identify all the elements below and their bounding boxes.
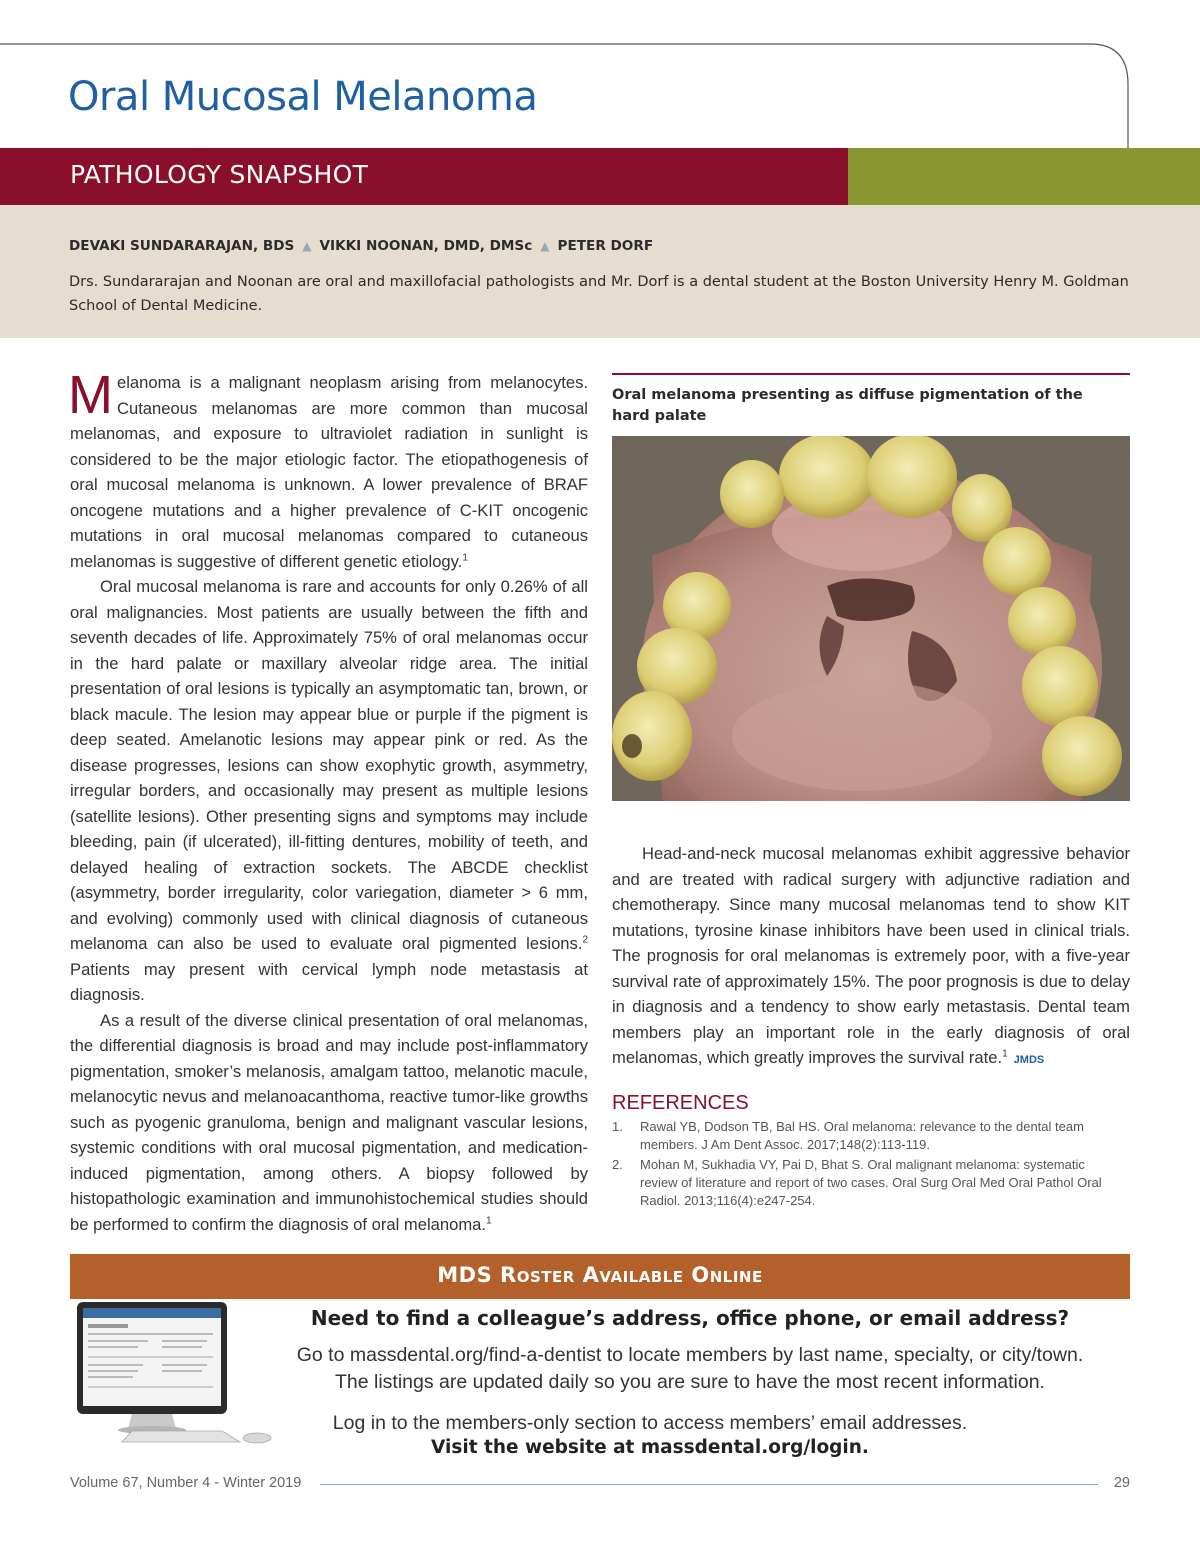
- paragraph: [70, 574, 588, 1008]
- clinical-photo: [612, 436, 1130, 801]
- drop-cap: M: [68, 365, 113, 425]
- promo-banner-title: MDS Roster Available Online: [437, 1263, 763, 1287]
- article-body-left: [68, 365, 588, 1237]
- reference-text: Mohan M, Sukhadia VY, Pai D, Bhat S. Oral malignant melanoma: systematic review of literature and report of two cases. Oral Surg Oral Med Oral Pathol Oral Radiol. 2013;116(4):e247-254.: [640, 1157, 1102, 1208]
- citation: 1: [485, 1214, 492, 1226]
- reference-text: Rawal YB, Dodson TB, Bal HS. Oral melanoma: relevance to the dental team members. J Am Dent Assoc. 2017;148(2):113-119.: [640, 1119, 1084, 1152]
- reference-number: 1.: [612, 1119, 623, 1134]
- reference-item: [612, 1156, 1112, 1210]
- paragraph-text: As a result of the diverse clinical presentation of oral melanomas, the differential diagnosis is broad and may include post-inflammatory pigmentation, smoker’s melanosis, amalgam tattoo, melanotic macule, melanocytic nevus and melanoacanthoma, reactive tumor-like growths such as pyogenic granuloma, benign and malignant vascular lesions, systemic conditions with oral mucosal pigmentation, and medication-induced pigmentation, among others. A biopsy followed by histopathologic examination and immunohistochemical studies should be performed to confirm the diagnosis of oral melanoma.: [70, 1010, 588, 1234]
- figure-rule: [612, 373, 1130, 375]
- paragraph-text: elanoma is a malignant neoplasm arising from melanocytes. Cutaneous melanomas are more common than mucosal melanomas, and exposure to ultraviolet radiation in sunlight is considered to be the major etiologic factor. The etiopathogenesis of oral mucosal melanoma is unknown. A lower prevalence of BRAF oncogene mutations and a higher prevalence of C-KIT oncogenic mutations in oral mucosal melanomas compared to cutaneous melanomas is suggestive of different genetic etiology.: [70, 373, 588, 571]
- citation: 2: [582, 934, 588, 946]
- author-name: DEVAKI SUNDARARAJAN, BDS: [69, 238, 295, 254]
- paragraph: [612, 841, 1130, 1074]
- paragraph: [68, 365, 588, 574]
- paragraph: [70, 1008, 588, 1238]
- author-affiliation: Drs. Sundararajan and Noonan are oral and maxillofacial pathologists and Mr. Dorf is a dental student at the Boston University Henry M. Goldman School of Dental Medicine.: [69, 274, 1129, 314]
- end-mark: JMDS: [1013, 1054, 1045, 1066]
- paragraph-text: Patients may present with cervical lymph node metastasis at diagnosis.: [70, 959, 588, 1004]
- section-band-accent: [848, 148, 1200, 205]
- promo-question: Need to find a colleague’s address, office phone, or email address?: [310, 1306, 1070, 1330]
- reference-number: 2.: [612, 1157, 623, 1172]
- issue-info: Volume 67, Number 4 - Winter 2019: [70, 1475, 302, 1491]
- page-number: 29: [1113, 1475, 1130, 1491]
- figure-caption: Oral melanoma presenting as diffuse pigmentation of the hard palate: [612, 387, 1083, 424]
- promo-line: Log in to the members-only section to access members’ email addresses.: [332, 1412, 968, 1434]
- references-heading: REFERENCES: [612, 1092, 749, 1114]
- paragraph-text: Oral mucosal melanoma is rare and accounts for only 0.26% of all oral malignancies. Most patients are usually between the fifth and seventh decades of life. Approximately 75% of oral melanomas occur in the hard palate or maxillary alveolar ridge area. The initial presentation of oral lesions is typically an asymptomatic tan, brown, or black macule. The lesion may appear blue or purple if the pigment is deep seated. Amelanotic lesions may appear pink or red. As the disease progresses, lesions can show exophytic growth, asymmetry, irregular borders, and occasionally may present as multiple lesions (satellite lesions). Other presenting signs and symptoms may include bleeding, pain (if ulcerated), ill-fitting dentures, mobility of teeth, and delayed healing of extraction sockets. The ABCDE checklist (asymmetry, border irregularity, color variegation, diameter > 6 mm, and evolving) commonly used with clinical diagnosis of cutaneous melanoma can also be used to evaluate oral pigmented lesions.: [70, 577, 588, 953]
- paragraph-text: Head-and-neck mucosal melanomas exhibit aggressive behavior and are treated with radical surgery with adjunctive radiation and chemotherapy. Since many mucosal melanomas tend to show KIT mutations, tyrosine kinase inhibitors have been used in clinical trials. The prognosis for oral melanomas is extremely poor, with a five-year survival rate of approximately 15%. The poor prognosis is due to delay in diagnosis and a tendency to show early metastasis. Dental team members play an important role in the early diagnosis of oral melanomas, which greatly improves the survival rate.: [612, 844, 1130, 1067]
- citation: 1: [1002, 1048, 1008, 1060]
- reference-item: [612, 1118, 1112, 1154]
- author-list: [69, 238, 653, 254]
- section-label: PATHOLOGY SNAPSHOT: [70, 160, 369, 189]
- reference-list: [612, 1118, 1112, 1212]
- promo-line: The listings are updated daily so you are sure to have the most recent information.: [335, 1371, 1045, 1393]
- triangle-icon: ▲: [540, 239, 550, 253]
- promo-line: Go to massdental.org/find-a-dentist to locate members by last name, specialty, or city/town.: [296, 1344, 1084, 1366]
- triangle-icon: ▲: [302, 239, 312, 253]
- citation: 1: [462, 551, 468, 563]
- article-body-right: [612, 841, 1130, 1074]
- footer-rule: [320, 1484, 1098, 1485]
- author-name: PETER DORF: [557, 238, 654, 254]
- author-name: VIKKI NOONAN, DMD, DMSc: [319, 238, 533, 254]
- page-title: Oral Mucosal Melanoma: [68, 74, 538, 120]
- promo-visit-link[interactable]: Visit the website at massdental.org/login.: [431, 1437, 869, 1458]
